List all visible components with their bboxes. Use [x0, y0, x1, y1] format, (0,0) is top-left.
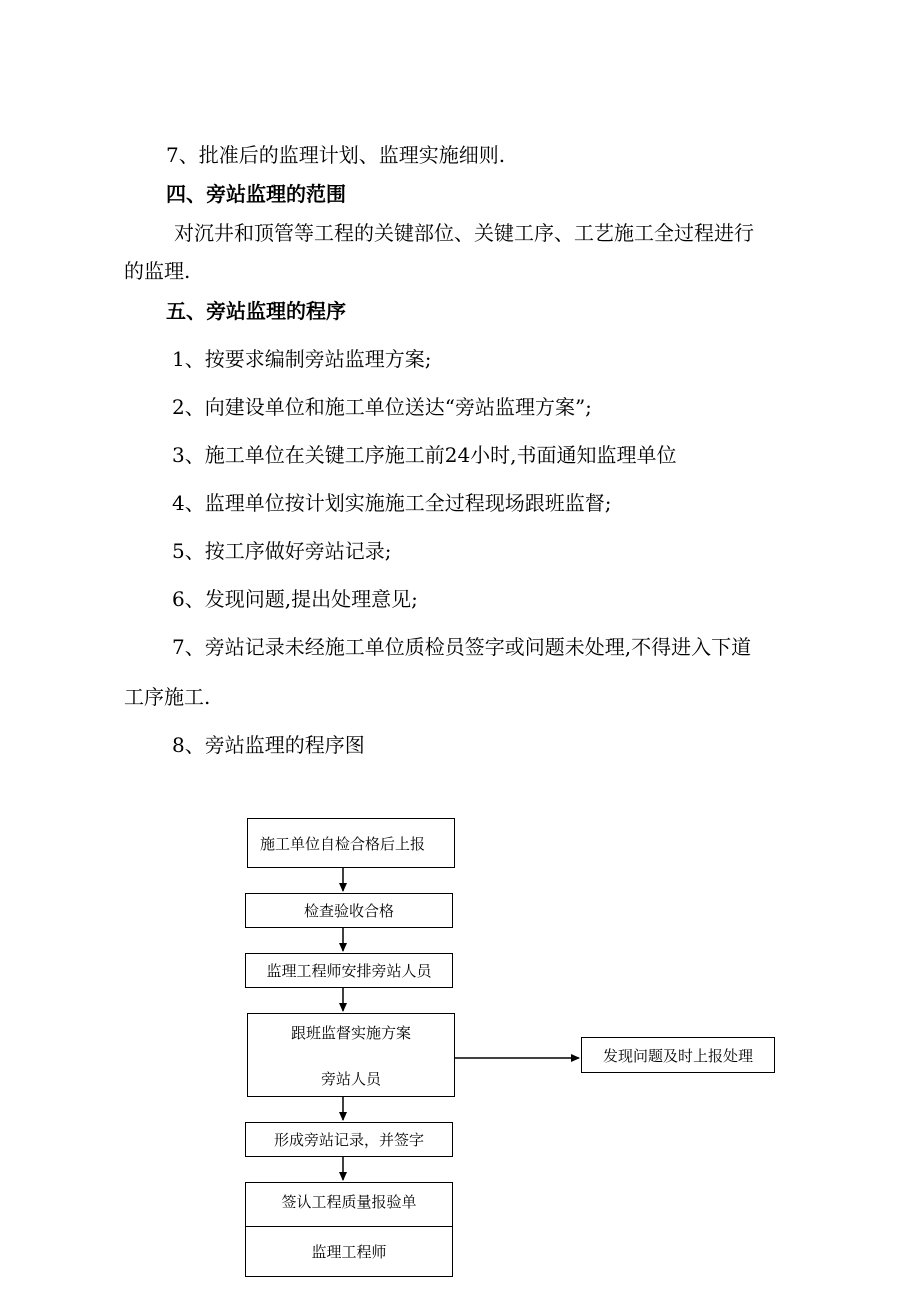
procedure-step-7-cont: 工序施工. — [124, 685, 211, 709]
procedure-step-4: 4、监理单位按计划实施施工全过程现场跟班监督; — [172, 491, 612, 515]
procedure-step-1: 1、按要求编制旁站监理方案; — [172, 347, 432, 371]
procedure-step-8: 8、旁站监理的程序图 — [172, 733, 365, 757]
flow-box-self-inspection: 施工单位自检合格后上报 — [247, 818, 455, 868]
procedure-step-2: 2、向建设单位和施工单位送达“旁站监理方案”; — [172, 395, 592, 419]
scope-paragraph-line2: 的监理. — [124, 259, 191, 283]
procedure-step-7: 7、旁站记录未经施工单位质检员签字或问题未处理,不得进入下道 — [172, 635, 752, 659]
flow-box-side-station-staff: 旁站人员 — [247, 1061, 455, 1097]
scope-paragraph-line1: 对沉井和顶管等工程的关键部位、关键工序、工艺施工全过程进行 — [174, 221, 754, 245]
approved-plan-item: 7、批准后的监理计划、监理实施细则. — [166, 143, 506, 167]
section-heading-scope: 四、旁站监理的范围 — [166, 182, 346, 206]
flow-box-acceptance: 检查验收合格 — [245, 893, 453, 928]
flow-box-report-issues: 发现问题及时上报处理 — [581, 1037, 775, 1073]
procedure-step-6: 6、发现问题,提出处理意见; — [172, 587, 418, 611]
flow-box-supervising-engineer: 监理工程师 — [245, 1227, 453, 1277]
procedure-step-5: 5、按工序做好旁站记录; — [172, 539, 392, 563]
section-heading-procedure: 五、旁站监理的程序 — [166, 299, 346, 323]
procedure-step-3: 3、施工单位在关键工序施工前24小时,书面通知监理单位 — [172, 443, 677, 467]
flow-box-arrange-staff: 监理工程师安排旁站人员 — [245, 953, 453, 988]
flow-box-supervise-plan: 跟班监督实施方案 — [247, 1013, 455, 1061]
flow-box-quality-report: 签认工程质量报验单 — [245, 1182, 453, 1227]
flow-box-record-sign: 形成旁站记录，并签字 — [245, 1122, 453, 1157]
